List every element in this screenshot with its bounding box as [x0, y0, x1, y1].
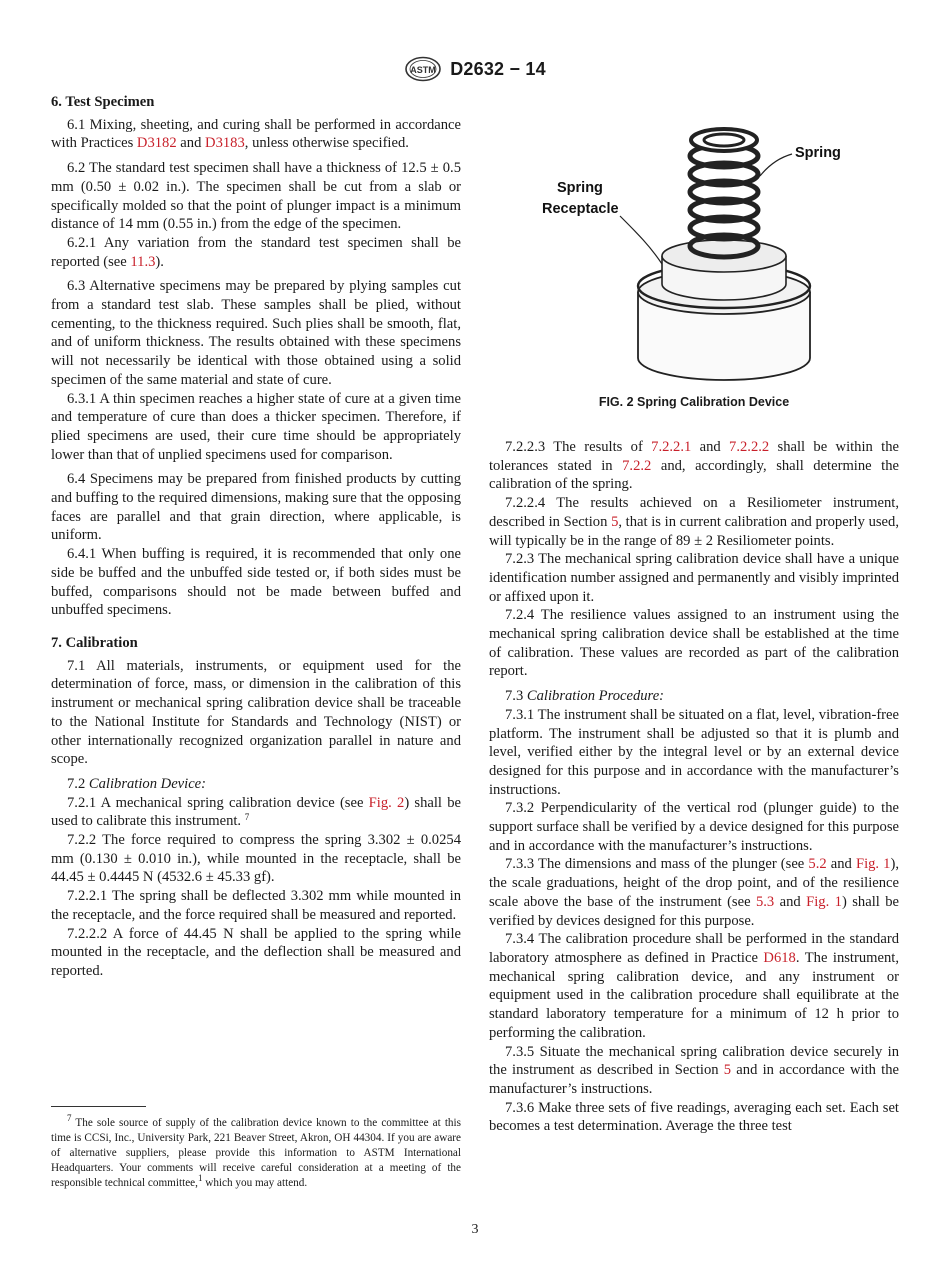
paragraph-6-1: 6.1 Mixing, sheeting, and curing shall be performed in accordance with Practices D3182 and D3183, unless otherwise specified. — [51, 116, 461, 152]
label-receptacle-line1: Spring — [557, 180, 603, 196]
page-header — [0, 54, 950, 84]
paragraph-6-4: 6.4 Specimens may be prepared from finished products by cutting and buffing to the required dimensions, making sure that the opposing faces are parallel and that grain direction, where applicable, is uniform. — [51, 471, 461, 544]
link-7-2-2-2[interactable]: 7.2.2.2 — [729, 439, 770, 455]
link-5-3[interactable]: 5.3 — [755, 893, 775, 910]
page-number: 3 — [471, 1222, 479, 1237]
paragraph-7-2-2-1: 7.2.2.1 The spring shall be deflected 3.302 mm while mounted in the receptacle, and the force required shall be measured and reported. — [51, 888, 461, 923]
paragraph-7-2-4: 7.2.4 The resilience values assigned to an instrument using the mechanical spring calibration device shall be established at the time of calibration. These values are recorded as part of the calibration report. — [489, 607, 899, 680]
section-7-heading: 7. Calibration — [51, 634, 138, 651]
paragraph-7-2-3: 7.2.3 The mechanical spring calibration device shall have a unique identification number assigned and permanently and visibly imprinted or affixed upon it. — [489, 551, 899, 605]
paragraph-7-3-5: 7.3.5 Situate the mechanical spring calibration device securely in the instrument as described in Section 5 and in accordance with the manufacturer’s instructions. — [489, 1043, 899, 1097]
link-5-2[interactable]: 5.2 — [808, 856, 827, 873]
link-7-2-2-1[interactable]: 7.2.2.1 — [651, 439, 692, 455]
paragraph-7-1: 7.1 All materials, instruments, or equipment used for the determination of force, mass, or dimension in the calibration of this instrument or mechanical spring calibration device shall be traceable to the National Institute for Standards and Technology (NIST) or other internationally recognized organization parallel in nature and scope. — [51, 657, 461, 768]
link-d3183[interactable]: D3183 — [205, 135, 245, 152]
paragraph-6-4-1: 6.4.1 When buffing is required, it is recommended that only one side be buffed and the unbuffed side tested or, if both sides must be buffed, comparisons should not be made between buffed and unbuffed specimens. — [51, 546, 461, 619]
paragraph-6-3: 6.3 Alternative specimens may be prepared by plying samples cut from a standard test slab. These samples shall be plied, without cementing, to the thickness required. Such plies shall be smooth, flat, and of uniform thickness. The results obtained with these specimens will not necessarily be identical with those obtained using a solid specimen of the same material and state of cure. — [51, 278, 461, 388]
paragraph-6-3-1: 6.3.1 A thin specimen reaches a higher state of cure at a given time and temperature of cure than does a thicker specimen. Therefore, if plied specimens are used, their cure time should be appropriately lower than that of unplied specimens used for comparison. — [51, 390, 461, 463]
link-d618[interactable]: D618 — [763, 949, 796, 966]
link-11-3[interactable]: 11.3 — [130, 253, 156, 270]
link-section-5[interactable]: 5 — [611, 513, 619, 530]
paragraph-6-2: 6.2 The standard test specimen shall have a thickness of 12.5 ± 0.5 mm (0.50 ± 0.02 in.). The specimen shall be cut from a slab or specifically molded so that the point of plunger impact is a minimum distance of 14 mm (0.55 in.) from the edge of the specimen. — [51, 160, 461, 233]
label-spring: Spring — [795, 145, 841, 161]
link-7-2-2[interactable]: 7.2.2 — [622, 457, 652, 474]
document-id: D2632 − 14 — [450, 58, 546, 79]
paragraph-7-2-1: 7.2.1 A mechanical spring calibration device (see Fig. 2) shall be used to calibrate this instrument. $^7$ — [51, 794, 461, 830]
left-column — [51, 93, 461, 981]
spring-calibration-figure — [520, 96, 860, 386]
svg-text:ASTM: ASTM — [410, 65, 436, 75]
right-column — [489, 438, 899, 1136]
paragraph-7-2-2-2: 7.2.2.2 A force of 44.45 N shall be applied to the spring while mounted in the receptacle, and the deflection shall be measured and reported. — [51, 925, 461, 979]
astm-logo-icon — [404, 56, 442, 82]
link-section-5-b[interactable]: 5 — [723, 1062, 732, 1079]
footnote-divider — [51, 1106, 146, 1107]
paragraph-7-3-2: 7.3.2 Perpendicularity of the vertical rod (plunger guide) to the support surface shall be verified by a device designed for this purpose and in accordance with the manufacturer’s instructions. — [489, 800, 899, 854]
paragraph-7-2-2: 7.2.2 The force required to compress the spring 3.302 ± 0.0254 mm (0.130 ± 0.010 in.), while mounted in the receptacle, shall be 44.45 ± 0.4445 N (4532.6 ± 45.33 gf). — [51, 832, 461, 886]
paragraph-7-3-6: 7.3.6 Make three sets of five readings, averaging each set. Each set becomes a test determination. Average the three test — [489, 1099, 899, 1135]
paragraph-7-3: 7.3 Calibration Procedure: — [505, 688, 665, 705]
link-d3182[interactable]: D3182 — [136, 135, 177, 152]
paragraph-6-2-1: 6.2.1 Any variation from the standard test specimen shall be reported (see 11.3). — [51, 234, 461, 270]
footnote: $^7$ The sole source of supply of the calibration device known to the committee at this time is CCSi, Inc., University Park, 221 Beaver Street, Akron, OH 44304. If you are aware of alternative suppliers, please provide this information to ASTM International Headquarters. Your comments will receive careful consideration at a meeting of the responsible technical committee,$^1$ which you may attend. — [51, 1113, 461, 1189]
paragraph-7-3-3: 7.3.3 The dimensions and mass of the plunger (see 5.2 and Fig. 1), the scale graduations, height of the drop point, and of the resilience scale above the base of the instrument (see 5.3 and Fig. 1) shall be verified by devices designed for this purpose. — [489, 856, 899, 929]
label-receptacle-line2: Receptacle — [542, 201, 619, 217]
link-fig-1[interactable]: Fig. 1 — [855, 856, 891, 873]
paragraph-7-2: 7.2 Calibration Device: — [67, 775, 207, 792]
paragraph-7-3-4: 7.3.4 The calibration procedure shall be performed in the standard laboratory atmosphere as defined in Practice D618. The instrument, mechanical spring calibration device, and any instrument or equipment used in the calibration procedure shall equilibrate at the standard laboratory temperature for a minimum of 12 h prior to performing the calibration. — [489, 931, 899, 1041]
section-6-heading: 6. Test Specimen — [51, 94, 155, 110]
paragraph-7-2-2-3: 7.2.2.3 The results of 7.2.2.1 and 7.2.2.2 shall be within the tolerances stated in 7.2.2 and, accordingly, shall determine the calibration of the spring. — [489, 439, 899, 493]
footnote-ref: 7 — [244, 812, 250, 823]
paragraph-7-2-2-4: 7.2.2.4 The results achieved on a Resiliometer instrument, described in Section 5, that is in current calibration and properly used, will typically be in the range of 89 ± 2 Resiliometer points. — [489, 495, 899, 549]
link-fig-1-b[interactable]: Fig. 1 — [806, 893, 842, 910]
link-fig-2[interactable]: Fig. 2 — [368, 794, 405, 811]
paragraph-7-3-1: 7.3.1 The instrument shall be situated on a flat, level, vibration-free platform. The instrument shall be adjusted so that it is plumb and level, verified either by the integral level or by an external device designed for this purpose and in accordance with the manufacturer’s instructions. — [489, 706, 899, 798]
figure-caption: FIG. 2 Spring Calibration Device — [598, 395, 790, 409]
